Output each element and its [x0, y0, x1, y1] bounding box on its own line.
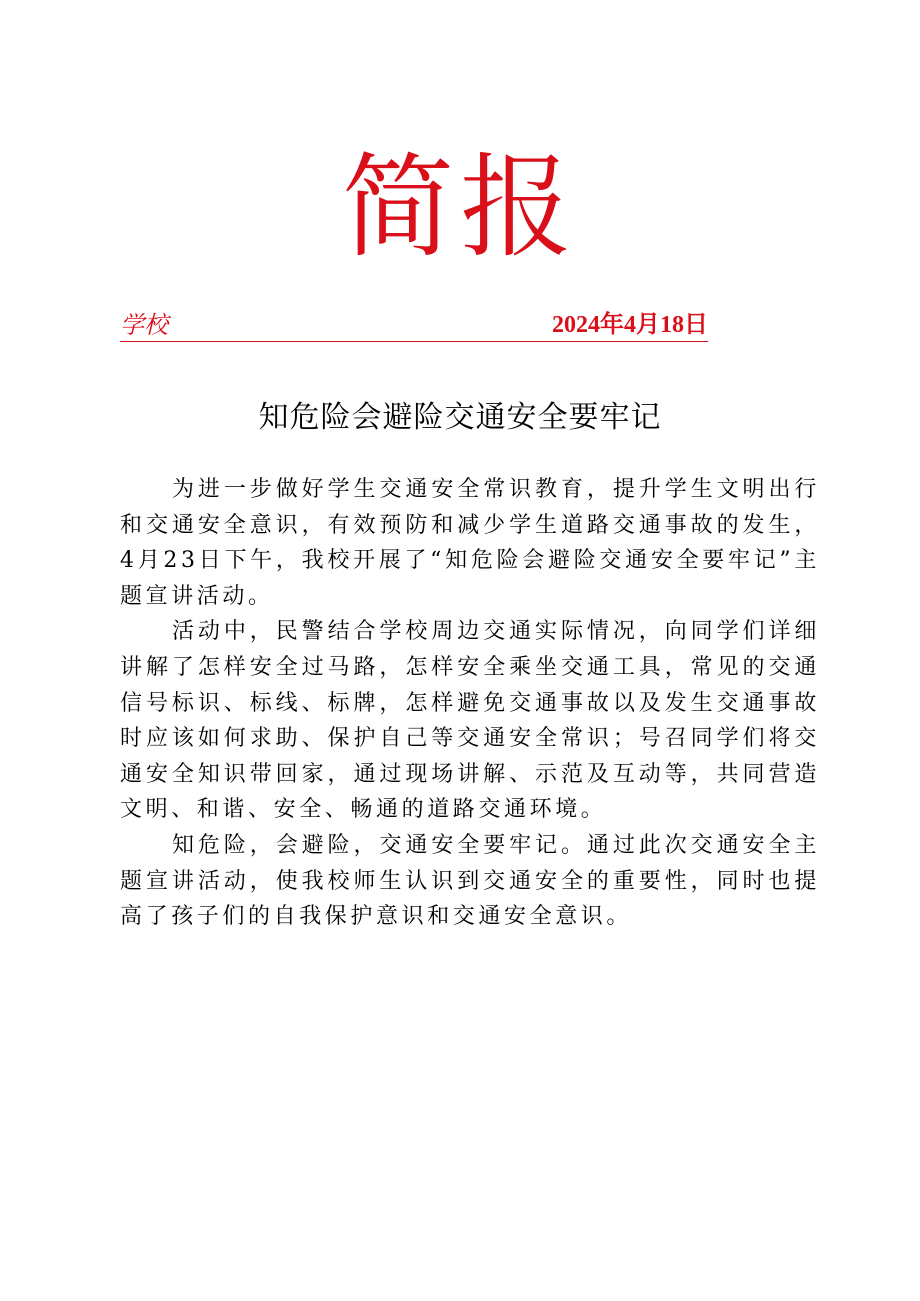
article-paragraph: 知危险，会避险，交通安全要牢记。通过此次交通安全主题宣讲活动，使我校师生认识到交通安全的重要性，同时也提高了孩子们的自我保护意识和交通安全意识。: [120, 832, 820, 930]
issue-date: 2024年4月18日: [552, 312, 708, 338]
article-headline: 知危险会避险交通安全要牢记: [258, 400, 662, 435]
bulletin-meta-row: [120, 309, 708, 342]
bulletin-masthead: 简报: [342, 143, 578, 273]
article-paragraph: 活动中，民警结合学校周边交通实际情况，向同学们详细讲解了怎样安全过马路，怎样安全乘坐交通工具，常见的交通信号标识、标线、标牌，怎样避免交通事故以及发生交通事故时应该如何求助、保护自己等交通安全常识；号召同学们将交通安全知识带回家，通过现场讲解、示范及互动等，共同营造文明、和谐、安全、畅通的道路交通环境。: [120, 619, 820, 823]
article-paragraph: 为进一步做好学生交通安全常识教育，提升学生文明出行和交通安全意识，有效预防和减少学生道路交通事故的发生，4月23日下午，我校开展了“知危险会避险交通安全要牢记”主题宣讲活动。: [120, 477, 820, 609]
school-name: 学校: [120, 311, 168, 339]
article-body: [120, 472, 820, 935]
